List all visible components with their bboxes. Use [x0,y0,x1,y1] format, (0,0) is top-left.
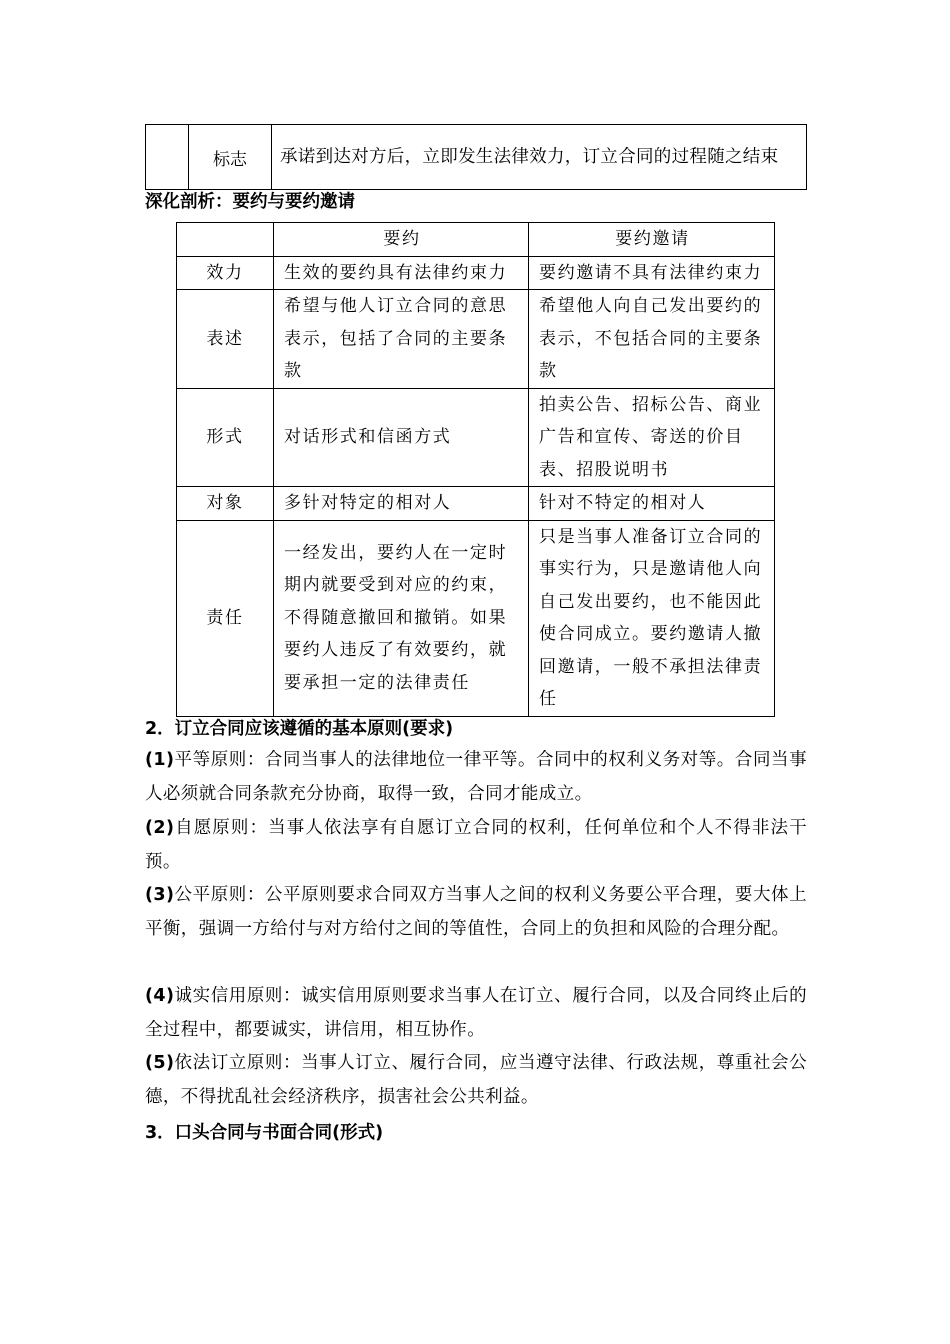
offer-cell: 一经发出，要约人在一定时期内就要受到对应的约束，不得随意撤回和撤销。如果要约人违反了有效要约，就要承担一定的法律责任 [274,520,529,716]
principle-paragraph [145,812,807,879]
principle-text: 平等原则：合同当事人的法律地位一律平等。合同中的权利义务对等。合同当事人必须就合同条款充分协商，取得一致，合同才能成立。 [145,750,807,804]
row-label: 标志 [189,125,272,190]
table-row [177,487,775,521]
row-key: 表述 [177,290,274,389]
principle-number: (3) [145,885,175,905]
principle-paragraph [145,744,807,811]
offer-comparison-table [176,222,775,717]
principle-number: (2) [145,818,175,838]
table-cell-empty [146,125,189,190]
invitation-cell: 拍卖公告、招标公告、商业广告和宣传、寄送的价目表、招股说明书 [529,388,775,487]
offer-cell: 多针对特定的相对人 [274,487,529,521]
table-row [177,388,775,487]
row-text: 承诺到达对方后，立即发生法律效力，订立合同的过程随之结束 [272,125,807,190]
invitation-cell: 希望他人向自己发出要约的表示，不包括合同的主要条款 [529,290,775,389]
principle-text: 自愿原则：当事人依法享有自愿订立合同的权利，任何单位和个人不得非法干预。 [145,818,807,872]
section-2-title: 2．订立合同应该遵循的基本原则(要求) [145,719,454,739]
principle-text: 依法订立原则：当事人订立、履行合同，应当遵守法律、行政法规，尊重社会公德，不得扰乱社会经济秩序，损害社会公共利益。 [145,1053,807,1107]
table-row [146,125,807,190]
principle-text: 公平原则：公平原则要求合同双方当事人之间的权利义务要公平合理，要大体上平衡，强调一方给付与对方给付之间的等值性，合同上的负担和风险的合理分配。 [145,885,807,939]
analysis-heading: 深化剖析：要约与要约邀请 [145,192,355,212]
continued-table [145,124,807,190]
header-cell-empty [177,223,274,257]
invitation-cell: 只是当事人准备订立合同的事实行为，只是邀请他人向自己发出要约，也不能因此使合同成立。要约邀请人撤回邀请，一般不承担法律责任 [529,520,775,716]
invitation-cell: 要约邀请不具有法律约束力 [529,256,775,290]
principle-paragraph [145,980,807,1047]
row-key: 责任 [177,520,274,716]
header-offer: 要约 [274,223,529,257]
principle-text: 诚实信用原则：诚实信用原则要求当事人在订立、履行合同，以及合同终止后的全过程中，都要诚实，讲信用，相互协作。 [145,986,807,1040]
invitation-cell: 针对不特定的相对人 [529,487,775,521]
table-header-row [177,223,775,257]
principle-paragraph [145,879,807,946]
table-row [177,520,775,716]
row-key: 形式 [177,388,274,487]
section-3-title: 3．口头合同与书面合同(形式) [145,1123,384,1143]
offer-cell: 对话形式和信函方式 [274,388,529,487]
table-row [177,256,775,290]
principle-number: (1) [145,750,175,770]
row-key: 对象 [177,487,274,521]
table-row [177,290,775,389]
principle-paragraph [145,1047,807,1114]
principle-number: (5) [145,1053,175,1073]
header-invitation: 要约邀请 [529,223,775,257]
row-key: 效力 [177,256,274,290]
offer-cell: 生效的要约具有法律约束力 [274,256,529,290]
offer-cell: 希望与他人订立合同的意思表示，包括了合同的主要条款 [274,290,529,389]
principle-number: (4) [145,986,175,1006]
